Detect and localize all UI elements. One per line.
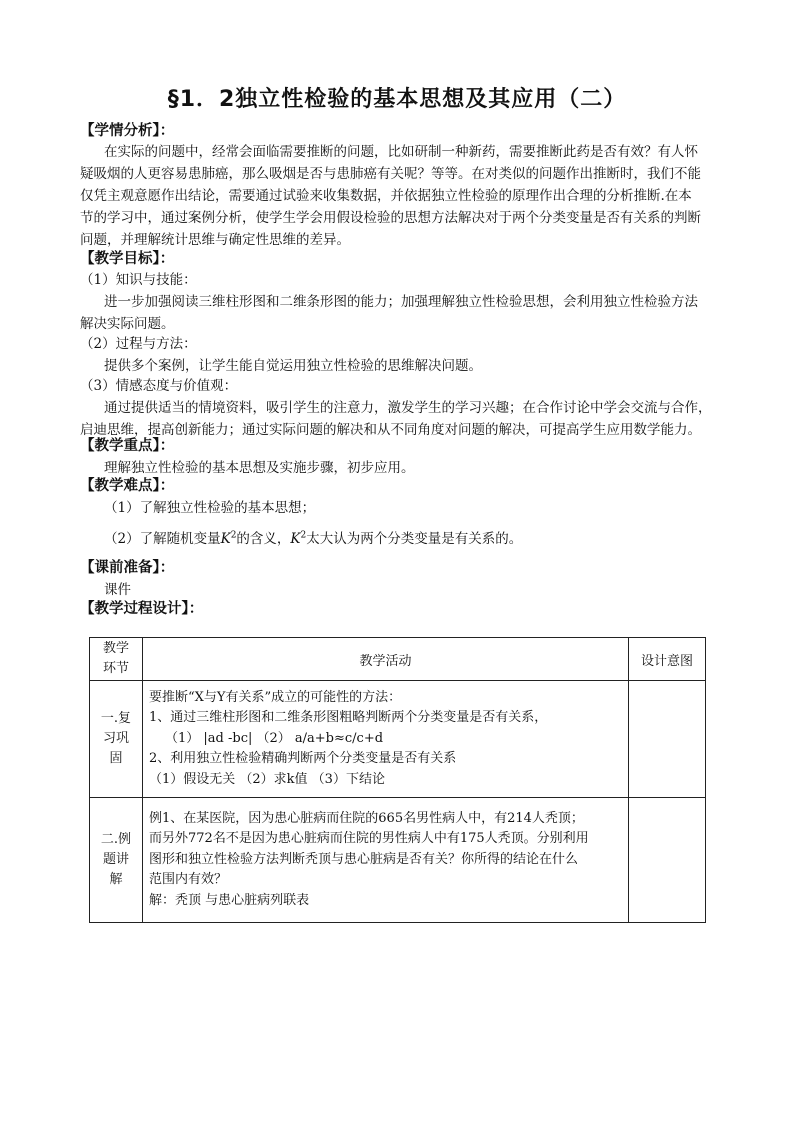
keypoint-text: 理解独立性检验的基本思想及实施步骤，初步应用。 xyxy=(104,460,415,476)
prep-heading: 【课前准备】： xyxy=(80,560,175,576)
activity-line: 而另外772名不是因为患心脏病而住院的男性病人中有175人秃顶。分别利用 xyxy=(149,831,589,847)
k-exponent: 2 xyxy=(300,530,307,541)
goal3-line: 通过提供适当的情境资料，吸引学生的注意力，激发学生的学习兴趣；在合作讨论中学会交流与合作， xyxy=(104,400,712,416)
goal1-label: （1）知识与技能： xyxy=(80,272,197,288)
activity-cell xyxy=(143,798,629,923)
difficulty-2-mid: 的含义， xyxy=(236,531,291,547)
prep-text: 课件 xyxy=(104,582,131,598)
goals-heading: 【教学目标】： xyxy=(80,251,175,267)
activity-line: 范围内有效？ xyxy=(149,872,228,888)
header-activity: 教学活动 xyxy=(143,638,629,681)
intent-cell xyxy=(629,798,706,923)
analysis-line: 疑吸烟的人更容易患肺癌，那么吸烟是否与患肺癌有关呢？等等。在对类似的问题作出推断时，我们不能 xyxy=(80,166,701,182)
stage-line: 一.复 xyxy=(100,711,132,726)
goal2-text: 提供多个案例，让学生能自觉运用独立性检验的思维解决问题。 xyxy=(104,358,482,374)
header-intent: 设计意图 xyxy=(629,638,706,681)
header-stage-line: 环节 xyxy=(102,661,129,676)
stage-line: 题讲 xyxy=(102,852,129,867)
goal3-label: （3）情感态度与价值观： xyxy=(80,378,238,394)
page-title: §1．2独立性检验的基本思想及其应用（二） xyxy=(167,87,627,112)
intent-cell xyxy=(629,681,706,798)
difficulty-heading: 【教学难点】： xyxy=(80,478,175,494)
k-symbol: K xyxy=(220,531,231,547)
k-exponent: 2 xyxy=(230,530,237,541)
goal3-line: 启迪思维，提高创新能力；通过实际问题的解决和从不同角度对问题的解决，可提高学生应用数学能力。 xyxy=(80,422,701,438)
stage-cell xyxy=(90,681,143,798)
stage-line: 习巩 xyxy=(102,731,129,746)
activity-line: 图形和独立性检验方法判断秃顶与患心脏病是否有关？你所得的结论在什么 xyxy=(149,851,579,867)
activity-line: 例1、在某医院，因为患心脏病而住院的665名男性病人中，有214人秃顶； xyxy=(149,810,584,826)
analysis-line: 仅凭主观意愿作出结论，需要通过试验来收集数据，并依据独立性检验的原理作出合理的分析推断.在本 xyxy=(80,188,692,204)
analysis-line: 节的学习中，通过案例分析，使学生学会用假设检验的思想方法解决对于两个分类变量是否有关系的判断 xyxy=(80,210,701,226)
difficulty-2 xyxy=(104,527,522,547)
stage-line: 固 xyxy=(109,751,123,766)
difficulty-2-pre: （2）了解随机变量 xyxy=(104,531,221,547)
difficulty-2-post: 太大认为两个分类变量是有关系的。 xyxy=(306,531,523,547)
process-table xyxy=(89,637,706,923)
activity-line: 1、通过三维柱形图和二维条形图粗略判断两个分类变量是否有关系， xyxy=(149,710,548,726)
stage-cell xyxy=(90,798,143,923)
goal1-line: 解决实际问题。 xyxy=(80,316,175,332)
table-header-row xyxy=(90,638,706,681)
analysis-line: 在实际的问题中，经常会面临需要推断的问题，比如研制一种新药，需要推断此药是否有效？有人怀 xyxy=(104,144,698,160)
goal1-line: 进一步加强阅读三维柱形图和二维条形图的能力；加强理解独立性检验思想，会利用独立性检验方法 xyxy=(104,294,698,310)
activity-cell xyxy=(143,681,629,798)
goal2-label: （2）过程与方法： xyxy=(80,336,197,352)
analysis-line: 问题，并理解统计思维与确定性思维的差异。 xyxy=(80,232,350,248)
stage-line: 解 xyxy=(109,872,123,887)
activity-line: 2、利用独立性检验精确判断两个分类变量是否有关系 xyxy=(149,751,457,767)
table-row xyxy=(90,681,706,798)
activity-line: 解：秃顶 与患心脏病列联表 xyxy=(149,892,310,908)
analysis-heading: 【学情分析】： xyxy=(80,123,175,139)
table-row xyxy=(90,798,706,923)
activity-line: （1） |ad -bc| （2） a/a+b≈c/c+d xyxy=(165,730,384,746)
stage-line: 二.例 xyxy=(100,832,132,847)
k-symbol: K xyxy=(290,531,301,547)
activity-line: （1）假设无关 （2）求k值 （3）下结论 xyxy=(149,771,385,787)
process-heading: 【教学过程设计】： xyxy=(80,601,204,617)
difficulty-1: （1）了解独立性检验的基本思想； xyxy=(104,500,316,516)
header-stage-line: 教学 xyxy=(102,641,129,656)
header-stage xyxy=(90,638,143,681)
activity-line: 要推断“X与Y有关系”成立的可能性的方法： xyxy=(149,689,402,705)
keypoint-heading: 【教学重点】： xyxy=(80,438,175,454)
